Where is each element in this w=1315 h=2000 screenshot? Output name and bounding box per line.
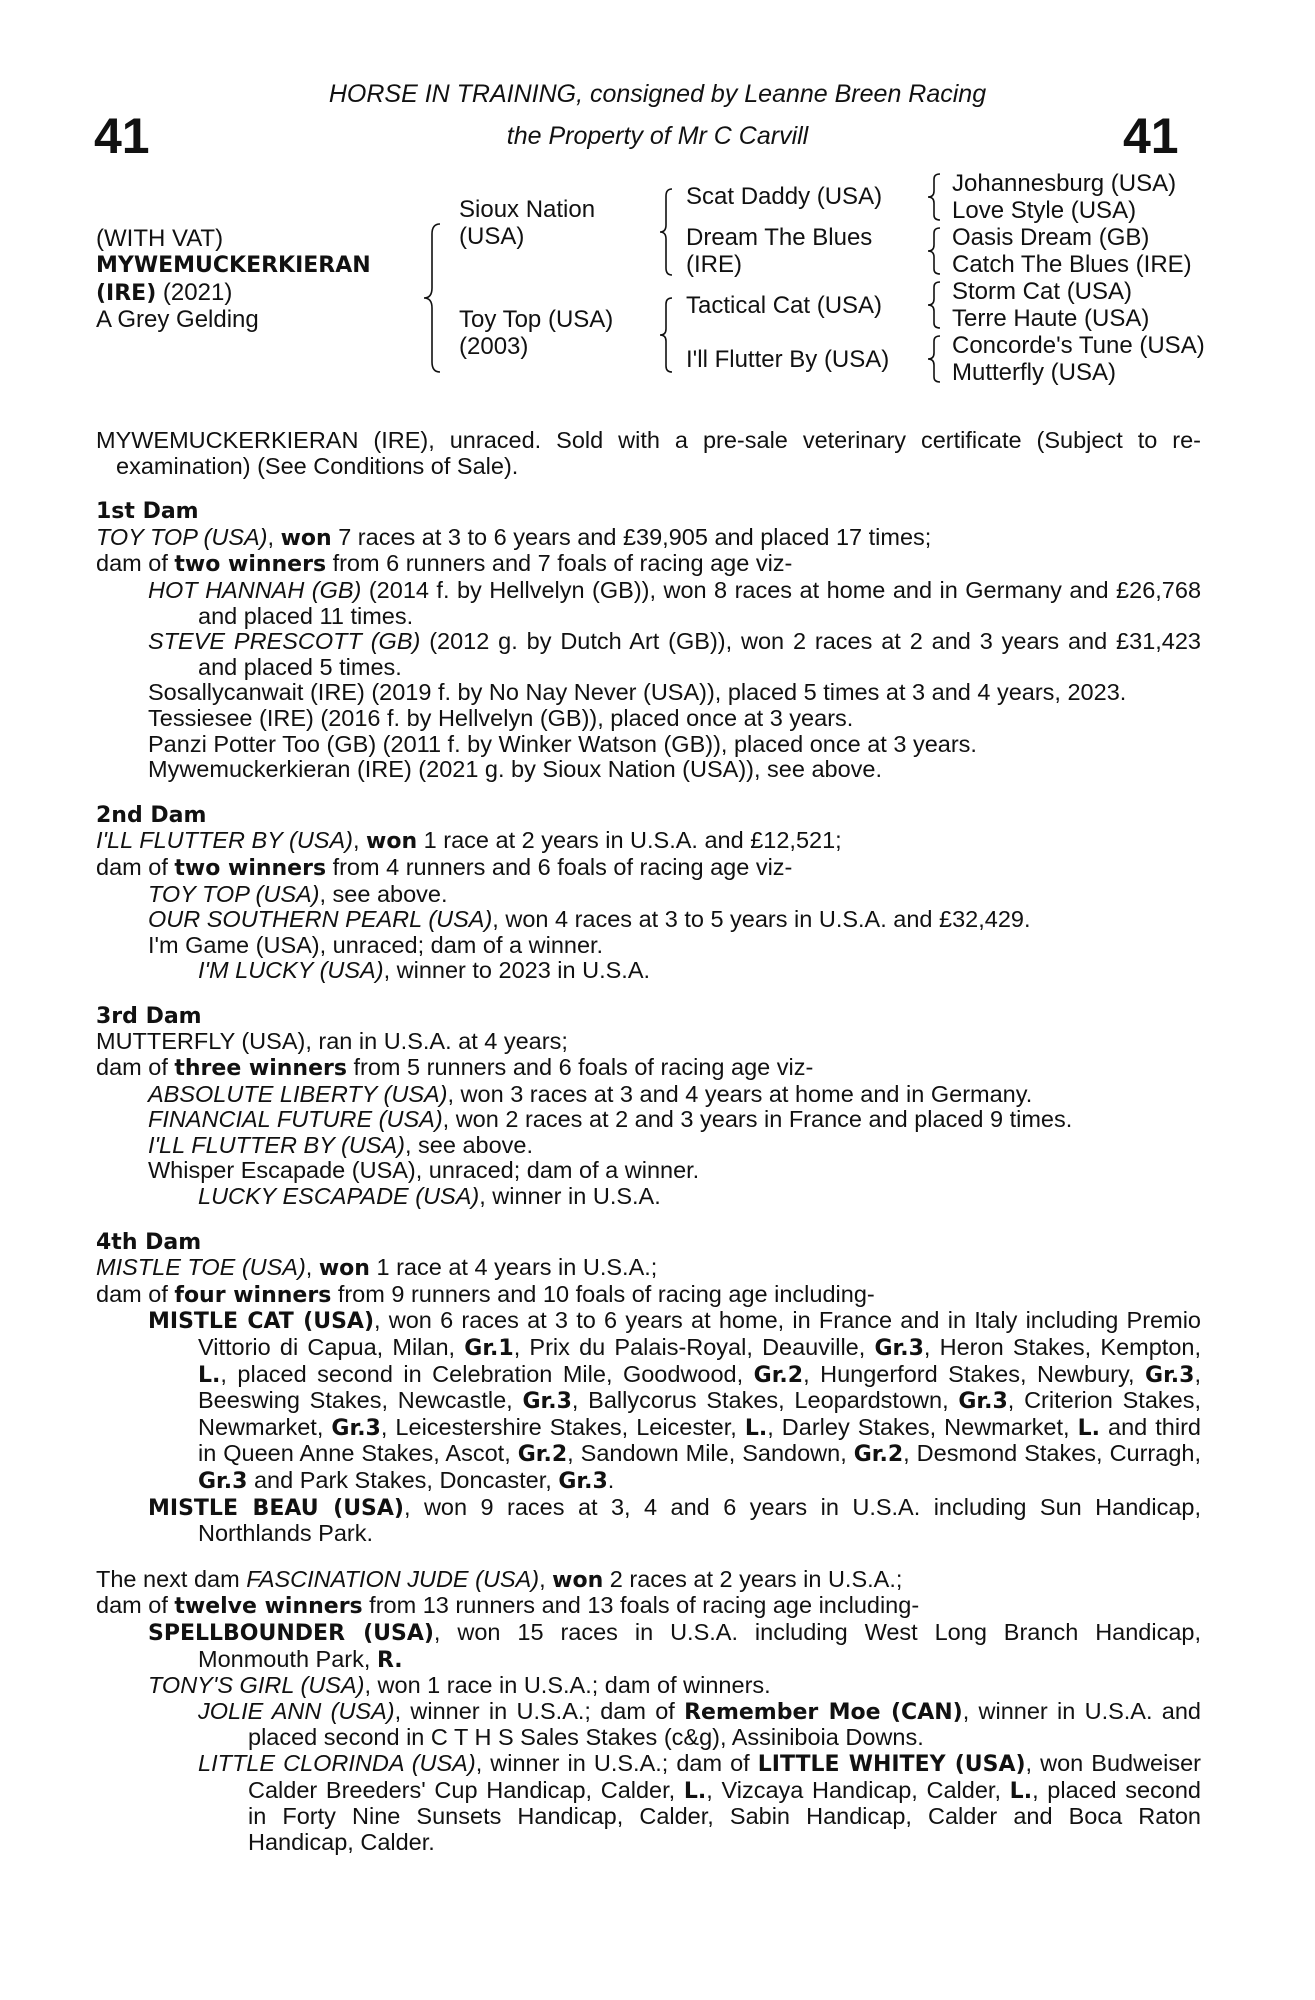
produce-name: FINANCIAL FUTURE (USA) bbox=[148, 1106, 443, 1133]
produce-name: LUCKY ESCAPADE (USA) bbox=[198, 1183, 480, 1210]
next-dam-record-text: 2 races at 2 years in U.S.A.; bbox=[603, 1565, 903, 1592]
gg-dam-3: Terre Haute (USA) bbox=[952, 305, 1150, 332]
produce-name: HOT HANNAH (GB) bbox=[148, 576, 362, 603]
produce-entry bbox=[96, 907, 1201, 933]
produce-name: MISTLE CAT (USA) bbox=[148, 1309, 375, 1335]
produce-text: (2014 f. by Hellvelyn (GB)), won 8 races at home and in Germany and £26,768 and placed 11 times. bbox=[198, 576, 1202, 629]
fourth-dam-name: MISTLE TOE (USA) bbox=[96, 1254, 306, 1281]
produce-text: , winner in U.S.A.; dam of bbox=[394, 1697, 685, 1724]
produce-entry: Whisper Escapade (USA), unraced; dam of a winner. bbox=[148, 1157, 700, 1184]
lot-number-left: 41 bbox=[94, 108, 150, 164]
second-dam-record-text: 1 race at 2 years in U.S.A. and £12,521; bbox=[417, 827, 842, 854]
foals-text: from 9 runners and 10 foals of racing age including- bbox=[331, 1280, 875, 1307]
brace-gen1 bbox=[420, 222, 444, 374]
lot-number-right: 41 bbox=[1123, 108, 1179, 164]
sire-origin: (USA) bbox=[459, 223, 525, 250]
produce-text: , won Budweiser Calder Breeders' Cup Handicap, Calder, bbox=[248, 1749, 1201, 1803]
dam-year: (2003) bbox=[459, 333, 529, 360]
vat-note: (WITH VAT) bbox=[96, 225, 224, 252]
foals-text: from 13 runners and 13 foals of racing age including- bbox=[362, 1592, 920, 1619]
dam-dam: I'll Flutter By (USA) bbox=[686, 346, 890, 373]
produce-name: ABSOLUTE LIBERTY (USA) bbox=[148, 1080, 448, 1107]
produce-entry bbox=[96, 1495, 1201, 1547]
third-dam-heading: 3rd Dam bbox=[96, 1003, 202, 1029]
second-dam-name: I'LL FLUTTER BY (USA) bbox=[96, 827, 353, 854]
gg-dam-2: Catch The Blues (IRE) bbox=[952, 251, 1192, 278]
dam-of-label: dam of bbox=[96, 1592, 175, 1619]
sire-dam-line1: Dream The Blues bbox=[686, 224, 873, 251]
produce-text: , won 3 races at 3 and 4 years at home and in Germany. bbox=[447, 1080, 1033, 1107]
race-grade: Gr.3 bbox=[522, 1389, 572, 1415]
produce-text: , won 1 race in U.S.A.; dam of winners. bbox=[364, 1672, 771, 1699]
produce-text: , won 4 races at 3 to 5 years in U.S.A. and £32,429. bbox=[492, 906, 1031, 933]
dam-of-label: dam of bbox=[96, 1280, 175, 1307]
produce-entry: Sosallycanwait (IRE) (2019 f. by No Nay Never (USA)), placed 5 times at 3 and 4 years, 2023. bbox=[148, 679, 1127, 706]
produce-entry bbox=[96, 629, 1201, 680]
produce-entry: Mywemuckerkieran (IRE) (2021 g. by Sioux Nation (USA)), see above. bbox=[148, 756, 883, 783]
produce-text: , Desmond Stakes, Curragh, bbox=[903, 1440, 1201, 1467]
race-grade: L. bbox=[683, 1778, 707, 1804]
dam-sire: Tactical Cat (USA) bbox=[686, 292, 883, 319]
horse-description: A Grey Gelding bbox=[96, 306, 259, 333]
produce-name: STEVE PRESCOTT (GB) bbox=[148, 628, 421, 655]
dam-name: Toy Top (USA) bbox=[459, 306, 614, 333]
produce-entry bbox=[96, 1308, 1201, 1494]
gg-sire-2: Oasis Dream (GB) bbox=[952, 224, 1150, 251]
produce-name: I'LL FLUTTER BY (USA) bbox=[148, 1131, 405, 1158]
produce-text: , Beeswing Stakes, Newcastle, bbox=[198, 1360, 1201, 1414]
produce-text: (2012 g. by Dutch Art (GB)), won 2 races at 2 and 3 years and £31,423 and placed 5 times. bbox=[198, 628, 1201, 680]
winners-count: four winners bbox=[174, 1282, 332, 1308]
produce-entry: I'm Game (USA), unraced; dam of a winner. bbox=[148, 931, 604, 958]
produce-name: LITTLE WHITEY (USA) bbox=[757, 1751, 1026, 1777]
second-dam-produce-summary bbox=[96, 855, 1201, 882]
first-dam-name: TOY TOP (USA) bbox=[96, 523, 268, 550]
gg-sire-1: Johannesburg (USA) bbox=[952, 170, 1177, 197]
produce-text: , see above. bbox=[319, 880, 448, 907]
produce-name: MISTLE BEAU (USA) bbox=[148, 1495, 404, 1521]
next-dam-name: FASCINATION JUDE (USA) bbox=[246, 1565, 540, 1592]
produce-text: , Darley Stakes, Newmarket, bbox=[767, 1413, 1078, 1440]
second-dam-record: I'LL FLUTTER BY (USA), won 1 race at 2 years in U.S.A. and £12,521; bbox=[96, 827, 842, 855]
race-grade: Gr.3 bbox=[198, 1468, 248, 1494]
horse-origin-year bbox=[96, 279, 232, 307]
property-line: the Property of Mr C Carvill bbox=[506, 122, 809, 150]
produce-entry bbox=[96, 1133, 1201, 1159]
produce-entry bbox=[96, 1673, 1201, 1699]
winners-count: twelve winners bbox=[174, 1594, 363, 1620]
brace-gen3-3 bbox=[924, 280, 944, 330]
brace-gen3-1 bbox=[924, 172, 944, 222]
produce-name: Remember Moe (CAN) bbox=[684, 1699, 963, 1725]
race-grade: L. bbox=[1077, 1415, 1100, 1441]
fourth-dam-produce-summary bbox=[96, 1282, 1201, 1309]
produce-text: , winner to 2023 in U.S.A. bbox=[383, 957, 651, 984]
produce-text: , Heron Stakes, Kempton, bbox=[923, 1334, 1201, 1360]
produce-text: and Park Stakes, Doncaster, bbox=[247, 1466, 559, 1493]
produce-text: , Vizcaya Handicap, Calder, bbox=[706, 1776, 1010, 1803]
produce-text: , won 9 races at 3, 4 and 6 years in U.S.A. including Sun Handicap, Northlands Park. bbox=[198, 1493, 1201, 1547]
produce-text: , placed second in Celebration Mile, Goodwood, bbox=[220, 1360, 754, 1387]
catalogue-body bbox=[96, 428, 1201, 1855]
third-dam-record: MUTTERFLY (USA), ran in U.S.A. at 4 years; bbox=[96, 1028, 568, 1055]
produce-name: JOLIE ANN (USA) bbox=[198, 1697, 395, 1724]
produce-text: , winner in U.S.A. bbox=[479, 1183, 661, 1210]
brace-gen2-dam bbox=[656, 296, 676, 374]
gg-sire-3: Storm Cat (USA) bbox=[952, 278, 1133, 305]
race-grade: R. bbox=[376, 1647, 403, 1673]
brace-gen2-sire bbox=[656, 187, 676, 277]
grand-produce-entry bbox=[96, 1699, 1201, 1751]
horse-origin: (IRE) bbox=[96, 281, 157, 306]
produce-entry bbox=[96, 1082, 1201, 1108]
race-grade: Gr.3 bbox=[558, 1468, 608, 1494]
sire-dam-line2: (IRE) bbox=[686, 251, 742, 278]
foals-text: from 6 runners and 7 foals of racing age viz- bbox=[326, 550, 793, 577]
produce-text: , Ballycorus Stakes, Leopardstown, bbox=[571, 1387, 959, 1414]
separator: , bbox=[539, 1565, 553, 1592]
grand-produce-entry bbox=[96, 1751, 1201, 1855]
produce-name: TONY'S GIRL (USA) bbox=[148, 1672, 365, 1699]
fourth-dam-heading: 4th Dam bbox=[96, 1229, 202, 1255]
foals-text: from 4 runners and 6 foals of racing age viz- bbox=[326, 853, 793, 880]
sire-sire: Scat Daddy (USA) bbox=[686, 183, 883, 210]
produce-name: TOY TOP (USA) bbox=[148, 880, 320, 907]
dam-of-label: dam of bbox=[96, 550, 175, 577]
won-label: won bbox=[280, 525, 332, 551]
dam-of-label: dam of bbox=[96, 1054, 175, 1081]
race-grade: Gr.3 bbox=[331, 1415, 381, 1441]
won-label: won bbox=[366, 829, 418, 855]
produce-text: , won 2 races at 2 and 3 years in France and placed 9 times. bbox=[442, 1106, 1073, 1133]
produce-entry bbox=[96, 1107, 1201, 1133]
horse-year: (2021) bbox=[156, 279, 233, 306]
winners-count: three winners bbox=[174, 1056, 347, 1082]
race-grade: Gr.2 bbox=[517, 1442, 568, 1468]
race-grade: Gr.3 bbox=[1145, 1362, 1195, 1388]
second-dam-heading: 2nd Dam bbox=[96, 802, 207, 828]
won-label: won bbox=[318, 1256, 370, 1282]
produce-text: , Prix du Palais-Royal, Deauville, bbox=[513, 1334, 875, 1360]
winners-count: two winners bbox=[174, 552, 327, 578]
grand-produce-entry bbox=[96, 1184, 1201, 1210]
race-grade: Gr.3 bbox=[958, 1389, 1008, 1415]
next-dam-record bbox=[96, 1567, 1201, 1594]
first-dam-record-text: 7 races at 3 to 6 years and £39,905 and placed 17 times; bbox=[331, 523, 932, 550]
fourth-dam-record-text: 1 race at 4 years in U.S.A.; bbox=[369, 1254, 658, 1281]
produce-name: SPELLBOUNDER (USA) bbox=[148, 1620, 434, 1646]
won-label: won bbox=[552, 1567, 604, 1593]
next-dam-label: The next dam bbox=[96, 1565, 247, 1592]
winners-count: two winners bbox=[174, 855, 327, 881]
foals-text: from 5 runners and 6 foals of racing age viz- bbox=[346, 1054, 814, 1081]
grand-produce-entry bbox=[96, 958, 1201, 984]
first-dam-produce-summary bbox=[96, 551, 1201, 578]
race-grade: Gr.1 bbox=[464, 1336, 514, 1361]
gg-dam-1: Love Style (USA) bbox=[952, 197, 1137, 224]
next-dam-produce-summary bbox=[96, 1593, 1201, 1620]
produce-name: I'M LUCKY (USA) bbox=[198, 957, 384, 984]
sire-name: Sioux Nation bbox=[459, 196, 596, 223]
first-dam-heading: 1st Dam bbox=[96, 499, 199, 525]
race-grade: Gr.3 bbox=[874, 1336, 924, 1361]
produce-entry: Tessiesee (IRE) (2016 f. by Hellvelyn (GB)), placed once at 3 years. bbox=[148, 704, 854, 731]
produce-entry bbox=[96, 1620, 1201, 1673]
race-grade: L. bbox=[1009, 1778, 1033, 1804]
produce-text: . bbox=[607, 1466, 615, 1493]
brace-gen3-4 bbox=[924, 334, 944, 384]
produce-entry: Panzi Potter Too (GB) (2011 f. by Winker Watson (GB)), placed once at 3 years. bbox=[148, 730, 977, 757]
produce-text: , Criterion Stakes, Newmarket, bbox=[198, 1387, 1201, 1440]
produce-entry bbox=[96, 882, 1201, 908]
race-grade: L. bbox=[744, 1415, 768, 1441]
fourth-dam-record: MISTLE TOE (USA), won 1 race at 4 years in U.S.A.; bbox=[96, 1254, 658, 1282]
produce-name: OUR SOUTHERN PEARL (USA) bbox=[148, 906, 493, 933]
first-dam-record: TOY TOP (USA), won 7 races at 3 to 6 years and £39,905 and placed 17 times; bbox=[96, 523, 932, 551]
third-dam-produce-summary bbox=[96, 1055, 1201, 1082]
race-grade: Gr.2 bbox=[853, 1442, 904, 1468]
race-grade: L. bbox=[198, 1362, 221, 1388]
horse-name: MYWEMUCKERKIERAN bbox=[96, 253, 371, 278]
produce-text: , winner in U.S.A. and placed second in C T H S Sales Stakes (c&g), Assiniboia Downs. bbox=[248, 1697, 1201, 1751]
gg-sire-4: Concorde's Tune (USA) bbox=[952, 332, 1205, 359]
race-grade: Gr.2 bbox=[753, 1362, 804, 1388]
produce-text: , see above. bbox=[404, 1131, 534, 1158]
produce-text: , won 15 races in U.S.A. including West Long Branch Handicap, Monmouth Park, bbox=[198, 1618, 1202, 1672]
produce-text: , Hungerford Stakes, Newbury, bbox=[803, 1360, 1146, 1387]
intro-paragraph: MYWEMUCKERKIERAN (IRE), unraced. Sold with a pre-sale veterinary certificate (Subject to re-examination) (See Conditions of Sale). bbox=[96, 427, 1201, 479]
produce-name: LITTLE CLORINDA (USA) bbox=[198, 1749, 476, 1776]
dam-of-label: dam of bbox=[96, 853, 175, 880]
consignor-line: HORSE IN TRAINING, consigned by Leanne Breen Racing bbox=[328, 80, 987, 108]
produce-text: and third in Queen Anne Stakes, Ascot, bbox=[198, 1413, 1201, 1467]
produce-text: , won 6 races at 3 to 6 years at home, in France and in Italy including Premio Vittorio di Capua, Milan, bbox=[198, 1307, 1201, 1360]
gg-dam-4: Mutterfly (USA) bbox=[952, 359, 1117, 386]
produce-text: , Sandown Mile, Sandown, bbox=[567, 1440, 854, 1467]
produce-text: , placed second in Forty Nine Sunsets Handicap, Calder, Sabin Handicap, Calder and Boca Raton Handicap, Calder. bbox=[248, 1776, 1201, 1855]
produce-text: , Leicestershire Stakes, Leicester, bbox=[380, 1413, 745, 1440]
produce-text: , winner in U.S.A.; dam of bbox=[475, 1749, 758, 1776]
brace-gen3-2 bbox=[924, 226, 944, 276]
produce-entry bbox=[96, 578, 1201, 629]
